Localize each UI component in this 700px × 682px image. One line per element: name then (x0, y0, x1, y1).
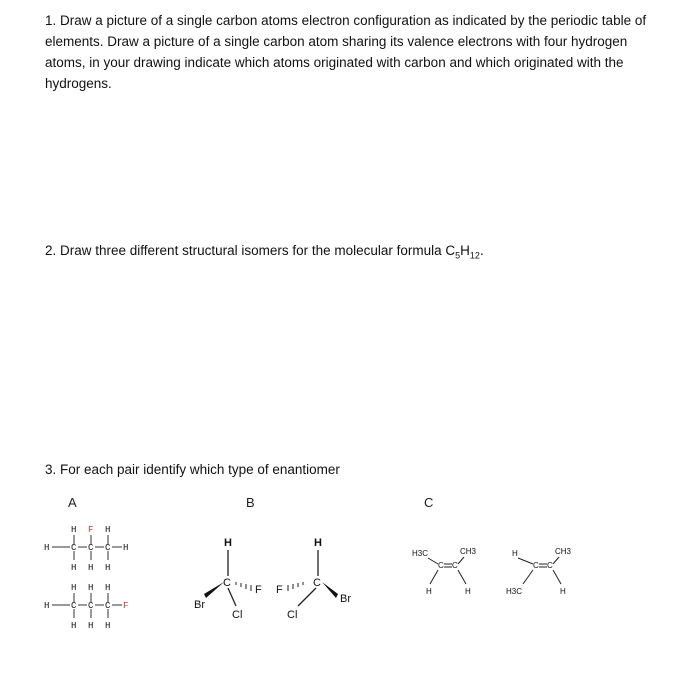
a2-mid-1: C (71, 601, 77, 611)
a2-top-2: H (105, 583, 111, 593)
b1-center: C (223, 577, 231, 589)
a1-top-0: H (71, 525, 77, 535)
pair-a-label: A (68, 495, 77, 510)
a1-mid-2: C (88, 543, 94, 553)
b2-center: C (313, 577, 321, 589)
a2-bot-0: H (71, 621, 77, 631)
b2-left: F (276, 584, 283, 596)
pair-c-drawing (408, 540, 598, 610)
c1-c2: C (452, 561, 458, 570)
c1-bottom-left: H (426, 587, 432, 596)
a2-mid-2: C (88, 601, 94, 611)
question-2-sub-12: 12 (469, 250, 480, 261)
b1-top: H (224, 537, 232, 549)
question-2-sub-5: 5 (455, 250, 461, 261)
pair-a-drawing (30, 520, 160, 650)
c2-top-right: CH3 (555, 547, 572, 556)
c2-bottom-left: H3C (506, 587, 523, 596)
c1-c1: C (438, 561, 444, 570)
a1-mid-1: C (71, 543, 77, 553)
a1-top-2: H (105, 525, 111, 535)
a1-bot-2: H (105, 563, 111, 573)
a1-mid-3: C (105, 543, 111, 553)
a1-mid-4: H (123, 543, 129, 553)
question-2 (45, 240, 665, 267)
a2-bot-2: H (105, 621, 111, 631)
b2-bottom: Cl (287, 609, 298, 621)
pair-b-drawing (186, 528, 366, 638)
a1-mid-0: H (44, 543, 50, 553)
c2-top-left: H (512, 549, 518, 558)
pair-c-label: C (424, 495, 434, 510)
question-2-text-a: 2. Draw three different structural isomers for the molecular formula C (45, 243, 456, 258)
a2-top-1: H (88, 583, 94, 593)
a2-top-0: H (71, 583, 77, 593)
a2-mid-3: C (105, 601, 111, 611)
question-1: 1. Draw a picture of a single carbon atoms electron configuration as indicated by the periodic table of elements. Draw a picture of a single carbon atom sharing its valence electrons with four hydrogen atoms, in your drawing indicate which atoms originated with carbon and which originated with the hydrogens. (45, 13, 647, 91)
b2-top: H (314, 537, 322, 549)
pair-b-label: B (246, 495, 255, 510)
question-2-text-c: . (479, 243, 484, 258)
c1-bottom-right: H (465, 587, 471, 596)
b1-right: F (255, 584, 262, 596)
c2-bottom-right: H (560, 587, 566, 596)
question-3: 3. For each pair identify which type of enantiomer (45, 462, 340, 477)
a2-mid-0: H (44, 601, 50, 611)
c2-c1: C (533, 561, 539, 570)
a1-bot-0: H (71, 563, 77, 573)
a1-bot-1: H (88, 563, 94, 573)
a1-top-1: F (88, 525, 94, 535)
b1-left: Br (194, 599, 205, 611)
c1-top-right: CH3 (460, 547, 477, 556)
b1-bottom: Cl (232, 609, 243, 621)
a2-bot-1: H (88, 621, 94, 631)
a2-mid-4: F (123, 601, 129, 611)
c2-c2: C (547, 561, 553, 570)
question-2-text-b: H (460, 243, 470, 258)
c1-top-left: H3C (412, 549, 429, 558)
b2-right: Br (340, 593, 351, 605)
